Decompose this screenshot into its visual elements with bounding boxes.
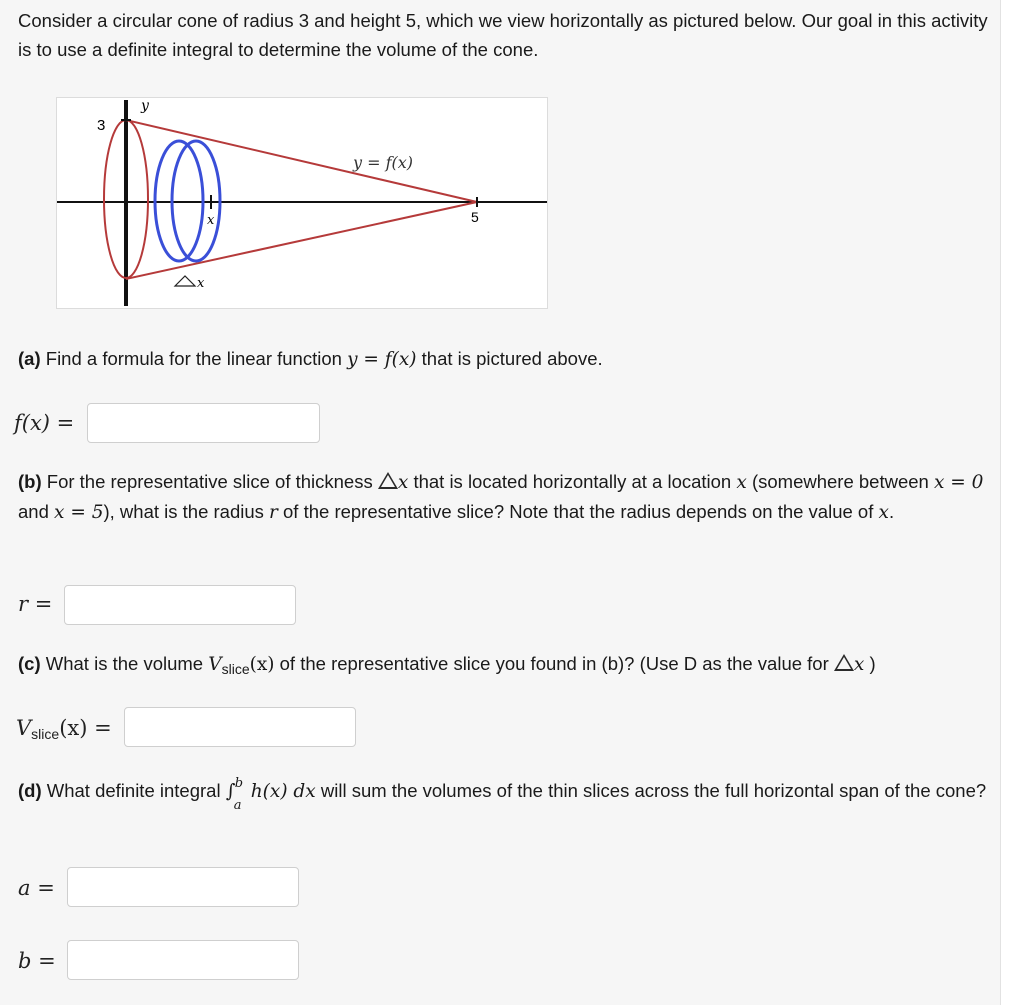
question-b-x1: x [736, 472, 747, 493]
delta-triangle-icon [175, 276, 195, 286]
question-c [18, 649, 993, 684]
upper-bound-input[interactable] [67, 940, 299, 980]
answer-c-label [16, 716, 112, 742]
intro-text: Consider a circular cone of radius 3 and height 5, which we view horizontally as pictured below. Our goal in this activity is to use a definite integral to determine the volume of the cone. [18, 10, 988, 60]
question-b-dx: x [397, 472, 409, 493]
answer-b-bound-label: b = [18, 949, 56, 973]
question-b-r: r [269, 502, 278, 523]
answer-c-sub: slice [31, 726, 60, 742]
answer-a-input[interactable] [87, 403, 320, 443]
slice-x-label: x [207, 213, 215, 228]
integral-upper-limit: b [234, 776, 244, 791]
question-d-integrand: h(x) dx [250, 781, 316, 802]
question-d-t2: will sum the volumes of the thin slices across the full horizontal span of the cone? [320, 780, 987, 801]
cone-figure [56, 97, 548, 309]
answer-c-input[interactable] [124, 707, 356, 747]
answer-a-label: f(x) = [14, 411, 75, 435]
answer-b-input[interactable] [64, 585, 296, 625]
lower-bound-input[interactable] [67, 867, 299, 907]
question-a-math: y = f(x) [347, 349, 417, 370]
question-c-V: V [208, 654, 222, 675]
delta-icon [834, 654, 854, 671]
tick-3-label: 3 [97, 117, 106, 134]
question-c-t3: ) [869, 653, 876, 674]
question-b-eq1: x = 0 [933, 472, 984, 493]
delta-icon [378, 472, 398, 489]
answer-c-rest: (x) = [59, 716, 112, 740]
question-b-t4: and [18, 501, 49, 522]
question-a [18, 344, 993, 374]
question-b-t1: For the representative slice of thickness [46, 471, 373, 492]
question-d-letter: (d) [18, 780, 42, 801]
curve-label: y = f(x) [353, 153, 414, 172]
question-b-t5: ), what is the radius [103, 501, 264, 522]
dx-label: x [197, 276, 205, 291]
question-b-t6: of the representative slice? Note that the radius depends on the value of [283, 501, 874, 522]
cone-diagram [57, 98, 547, 308]
question-a-text-before: Find a formula for the linear function [45, 348, 342, 369]
question-c-sub: slice [221, 661, 250, 677]
question-b-t2: that is located horizontally at a location [413, 471, 732, 492]
question-b-t7: . [888, 501, 895, 522]
answer-a-bound-label: a = [18, 876, 55, 900]
question-c-dx: x [853, 654, 865, 675]
y-axis-label: y [141, 98, 149, 114]
question-c-t2: of the representative slice you found in (b)? (Use D as the value for [279, 653, 829, 674]
question-a-text-after: that is pictured above. [421, 348, 603, 369]
integral-symbol: ∫ b a [226, 781, 236, 802]
tick-5-label: 5 [471, 209, 479, 225]
question-c-t1: What is the volume [45, 653, 204, 674]
question-d-t1: What definite integral [46, 780, 221, 801]
question-b-eq2: x = 5 [54, 502, 104, 523]
question-c-letter: (c) [18, 653, 41, 674]
question-b-t3: (somewhere between [751, 471, 929, 492]
question-b [18, 467, 993, 527]
question-d [18, 776, 993, 813]
question-c-arg: (x) [249, 654, 275, 675]
integral-lower-limit: a [233, 798, 242, 813]
question-b-letter: (b) [18, 471, 42, 492]
answer-c-V: V [16, 716, 32, 740]
question-a-letter: (a) [18, 348, 41, 369]
answer-b-label: r = [18, 592, 53, 616]
question-b-x2: x [878, 502, 889, 523]
